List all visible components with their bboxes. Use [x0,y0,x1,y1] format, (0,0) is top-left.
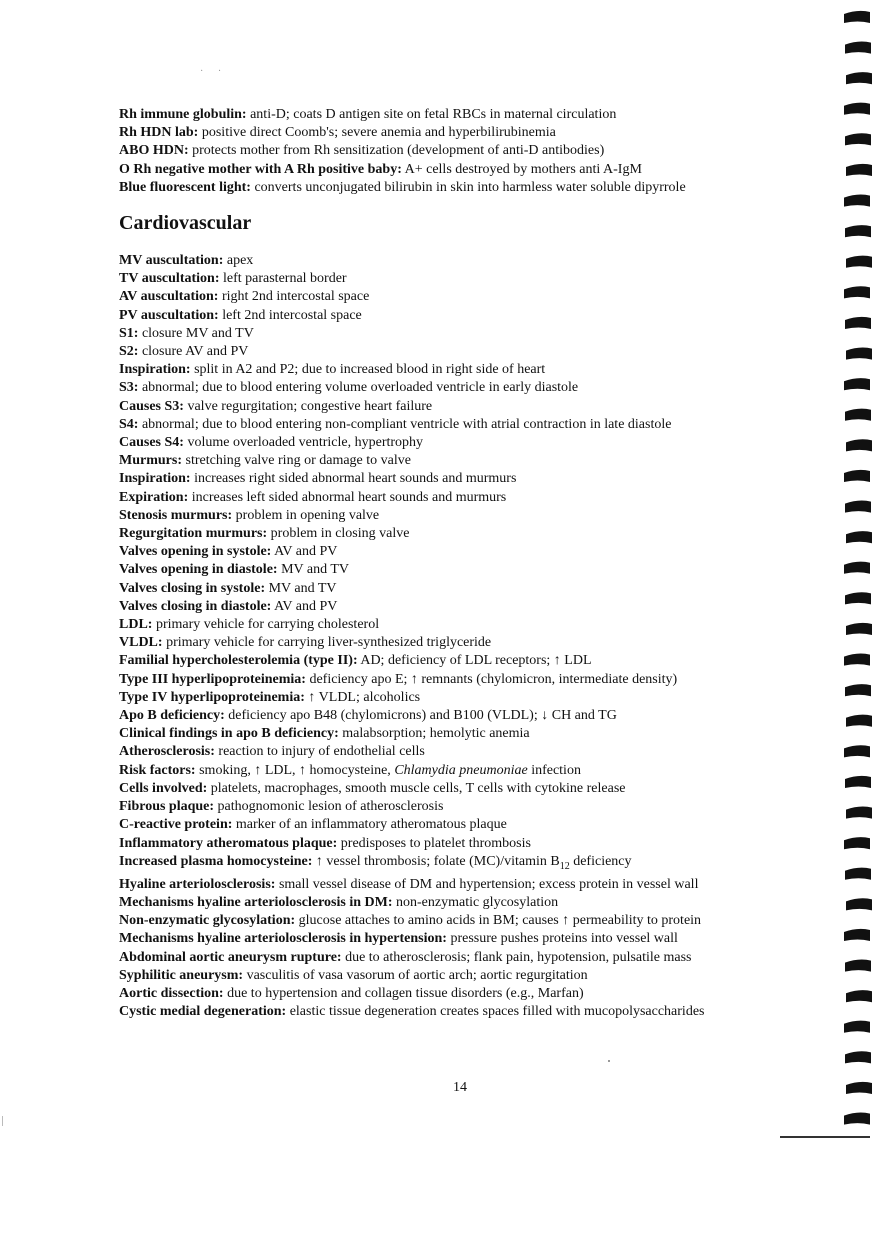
definition: vasculitis of vasa vasorum of aortic arch; aortic regurgitation [243,967,588,983]
binding-ring [845,776,871,788]
definition-line [119,416,819,434]
definition: positive direct Coomb's; severe anemia and hyperbilirubinemia [198,125,556,141]
definition-line [119,561,819,579]
binding-ring [846,439,872,451]
definition: AV and PV [271,544,338,560]
definition-line [119,142,819,160]
definition-line [119,930,819,948]
definition-line [119,652,819,670]
definition-line [119,343,819,361]
term: Stenosis murmurs: [119,507,233,523]
definition-line [119,398,819,416]
definition-line [119,816,819,834]
definition: stretching valve ring or damage to valve [182,453,411,469]
definition: valve regurgitation; congestive heart failure [183,398,433,414]
term: Rh immune globulin: [119,107,247,122]
binding-ring [844,929,870,941]
term: MV auscultation: [119,253,224,268]
binding-ring [844,745,870,757]
term: Murmurs: [119,453,182,469]
section-heading: Cardiovascular [119,212,252,234]
definition-line [119,725,819,743]
binding-ring [844,1021,870,1033]
definition: due to hypertension and collagen tissue disorders (e.g., Marfan) [223,985,584,1001]
binding-ring [844,837,870,849]
definition-line [119,1003,819,1021]
definition-line [119,307,819,325]
binding-ring [844,378,870,390]
term: Atherosclerosis: [119,744,215,760]
term: Fibrous plaque: [119,799,215,815]
definition-line [119,288,819,306]
definition-line [119,949,819,967]
definition-line [119,379,819,397]
definition: ↑ vessel thrombosis; folate (MC)/vitamin B [312,853,560,869]
term: AV auscultation: [119,289,219,305]
term: Aortic dissection: [119,985,224,1001]
subscript: 12 [559,860,570,872]
definition: left 2nd intercostal space [218,307,362,323]
definition-line [119,967,819,985]
term: Mechanisms hyaline arteriolosclerosis in DM: [119,894,393,910]
term: LDL: [119,617,153,633]
definition-line [119,161,819,179]
binding-ring [846,256,872,268]
binding-ring [845,684,871,696]
definition: problem in opening valve [232,507,380,523]
definition: due to atherosclerosis; flank pain, hypotension, pulsatile mass [341,949,692,965]
definition-line [119,361,819,379]
definition: primary vehicle for carrying cholesterol [152,617,380,633]
binding-ring [845,500,871,512]
definition-line [119,252,819,270]
term: Inspiration: [119,471,191,487]
binding-ring [845,868,871,880]
definition-line [119,106,819,124]
term: Cells involved: [119,780,208,796]
term: Non-enzymatic glycosylation: [119,913,296,929]
term: O Rh negative mother with A Rh positive baby: [119,161,402,177]
definition: ↑ VLDL; alcoholics [304,689,421,705]
term: VLDL: [119,635,163,651]
rh-hdn-block [119,106,819,197]
binding-ring [845,959,871,971]
definition-line [119,762,819,780]
definition: problem in closing valve [267,526,410,542]
binding-ring [845,317,871,329]
term: Hyaline arteriolosclerosis: [119,876,276,892]
term: Causes S3: [119,398,184,414]
definition-line [119,434,819,452]
page-number: 14 [453,1080,467,1095]
definition-line [119,707,819,725]
definition-line [119,876,819,894]
definition: split in A2 and P2; due to increased blood in right side of heart [190,362,546,378]
scan-edge-mark [2,1116,3,1126]
term: S4: [119,416,139,432]
definition-line [119,616,819,634]
binding-ring [844,103,870,115]
binding-ring [846,715,872,727]
term: Inspiration: [119,362,191,378]
definition-line [119,853,819,876]
binding-ring [844,11,870,23]
term: Apo B deficiency: [119,708,225,724]
definition-line [119,525,819,543]
definition: elastic tissue degeneration creates spaces filled with mucopolysaccharides [286,1004,705,1020]
definition-line [119,634,819,652]
binding-ring [844,286,870,298]
term: Valves opening in diastole: [119,562,278,578]
term: Risk factors: [119,762,196,778]
binding-ring [846,347,872,359]
definition-line [119,689,819,707]
term: Mechanisms hyaline arteriolosclerosis in hypertension: [119,931,447,947]
definition-line [119,470,819,488]
definition-line [119,985,819,1003]
definition-line [119,325,819,343]
definition: AD; deficiency of LDL receptors; ↑ LDL [357,653,592,669]
definition-line [119,798,819,816]
term: Expiration: [119,489,189,505]
definition-line [119,124,819,142]
definition-tail: infection [527,762,581,778]
term: Syphilitic aneurysm: [119,967,244,983]
definition: primary vehicle for carrying liver-synthesized triglyceride [162,635,492,651]
term: Regurgitation murmurs: [119,526,268,542]
binding-ring [845,225,871,237]
term: S2: [119,344,139,360]
bottom-rule [780,1136,870,1138]
definition: closure AV and PV [138,344,249,360]
term: Causes S4: [119,435,184,451]
cardiovascular-block [119,252,819,1021]
binding-ring [845,592,871,604]
binding-ring [846,990,872,1002]
definition: small vessel disease of DM and hypertension; excess protein in vessel wall [275,876,699,892]
definition: abnormal; due to blood entering non-compliant ventricle with atrial contraction in late diastole [138,416,672,432]
binding-ring [844,653,870,665]
definition-line [119,780,819,798]
binding-ring [846,164,872,176]
binding-ring [844,562,870,574]
definition: apex [223,253,254,268]
definition-line [119,894,819,912]
definition-line [119,580,819,598]
definition: platelets, macrophages, smooth muscle cells, T cells with cytokine release [207,780,626,796]
term: Abdominal aortic aneurysm rupture: [119,949,342,965]
binding-ring [846,531,872,543]
definition: MV and TV [277,562,350,578]
definition: increases left sided abnormal heart sounds and murmurs [188,489,507,505]
definition: deficiency apo B48 (chylomicrons) and B100 (VLDL); ↓ CH and TG [224,708,617,724]
binding-ring [846,806,872,818]
definition: smoking, ↑ LDL, ↑ homocysteine, [195,762,395,778]
definition: non-enzymatic glycosylation [392,894,559,910]
definition: increases right sided abnormal heart sounds and murmurs [190,471,517,487]
definition-line [119,912,819,930]
definition: abnormal; due to blood entering volume overloaded ventricle in early diastole [138,380,579,396]
definition-line [119,743,819,761]
term: Valves closing in systole: [119,580,266,596]
definition-line [119,598,819,616]
term: Rh HDN lab: [119,125,199,141]
binding-ring [844,194,870,206]
term: TV auscultation: [119,271,220,287]
definition: A+ cells destroyed by mothers anti A-IgM [401,161,642,177]
definition: glucose attaches to amino acids in BM; causes ↑ permeability to protein [295,913,702,929]
definition-line [119,543,819,561]
binding-ring [845,133,871,145]
definition: MV and TV [265,580,337,596]
term: PV auscultation: [119,307,219,323]
definition-line [119,835,819,853]
definition: volume overloaded ventricle, hypertrophy [183,435,424,451]
binding-ring [846,72,872,84]
term: Clinical findings in apo B deficiency: [119,726,339,742]
term: S1: [119,325,139,341]
definition-line [119,270,819,288]
spiral-binding-graphic [838,0,880,1150]
term: ABO HDN: [119,143,189,159]
definition: deficiency apo E; ↑ remnants (chylomicron, intermediate density) [305,671,678,687]
italic-term: Chlamydia pneumoniae [394,762,528,778]
definition-line [119,179,819,197]
definition: pathognomonic lesion of atherosclerosis [214,799,444,815]
definition: malabsorption; hemolytic anemia [338,726,530,742]
binding-ring [845,409,871,421]
term: Valves opening in systole: [119,544,272,560]
definition: predisposes to platelet thrombosis [337,835,531,851]
term: Blue fluorescent light: [119,179,251,195]
binding-ring [844,1112,870,1124]
binding-ring [844,470,870,482]
definition-tail: deficiency [569,853,632,869]
definition-line [119,507,819,525]
term: Cystic medial degeneration: [119,1004,287,1020]
term: Valves closing in diastole: [119,598,272,614]
definition: pressure pushes proteins into vessel wall [446,931,678,947]
term: C-reactive protein: [119,817,233,833]
definition: converts unconjugated bilirubin in skin into harmless water soluble dipyrrole [250,179,686,195]
term: Type IV hyperlipoproteinemia: [119,689,305,705]
definition: closure MV and TV [138,325,254,341]
definition: protects mother from Rh sensitization (development of anti-D antibodies) [188,143,605,159]
binding-ring [845,41,871,53]
term: Increased plasma homocysteine: [119,853,313,869]
binding-ring [846,623,872,635]
definition: AV and PV [271,598,338,614]
binding-ring [846,1082,872,1094]
definition-line [119,671,819,689]
term: Familial hypercholesterolemia (type II): [119,653,358,669]
term: S3: [119,380,139,396]
scan-speck [608,1060,610,1062]
binding-ring [846,898,872,910]
term: Type III hyperlipoproteinemia: [119,671,306,687]
definition: marker of an inflammatory atheromatous plaque [232,817,507,833]
definition-line [119,452,819,470]
definition: left parasternal border [219,271,347,287]
definition: reaction to injury of endothelial cells [214,744,425,760]
definition: anti-D; coats D antigen site on fetal RBCs in maternal circulation [246,107,617,122]
term: Inflammatory atheromatous plaque: [119,835,338,851]
definition: right 2nd intercostal space [218,289,370,305]
binding-ring [845,1051,871,1063]
definition-line [119,489,819,507]
scan-artifact: · · [200,66,228,77]
